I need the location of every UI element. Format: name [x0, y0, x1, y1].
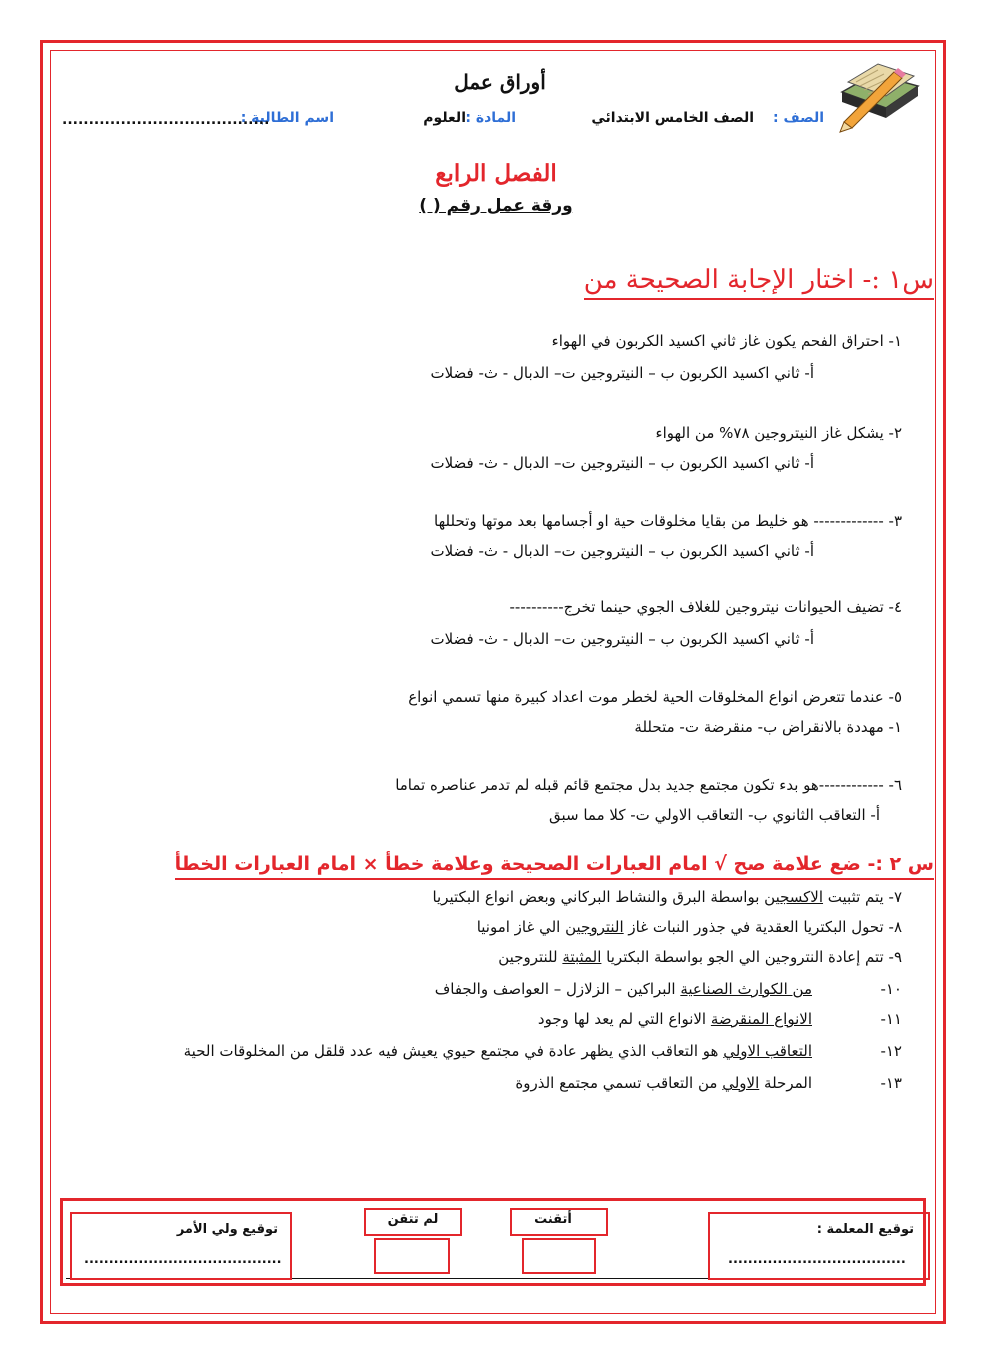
q1-options-5: ١- مهددة بالانقراض ب- منقرضة ت- متحللة: [634, 718, 902, 736]
q2-item-12-underlined: التعاقب الاولي: [723, 1042, 812, 1060]
q1-options-2: أ- ثاني اكسيد الكربون ب – النيتروجين ت– الدبال - ث- فضلات: [430, 454, 814, 472]
q1-item-3: ٣- ------------- هو خليط من بقايا مخلوقات حية او أجسامها بعد موتها وتحللها: [434, 512, 902, 530]
q2-item-8-pre: تحول البكتريا العقدية في جذور النبات غاز: [623, 918, 884, 936]
q1-heading: س١ :- اختار الإجابة الصحيحة من: [584, 262, 934, 300]
parent-signature-field[interactable]: ........................................: [84, 1252, 282, 1267]
q2-item-11: [538, 1010, 812, 1028]
q2-heading: س ٢ :- ضع علامة صح √ امام العبارات الصحيحة وعلامة خطأ × امام العبارات الخطأ: [175, 850, 934, 880]
subject-label: المادة :: [465, 110, 516, 126]
q1-options-1: أ- ثاني اكسيد الكربون ب – النيتروجين ت– الدبال - ث- فضلات: [430, 364, 814, 382]
chapter-title: الفصل الرابع: [435, 160, 557, 187]
q1-item-4: ٤- تضيف الحيوانات نيتروجين للغلاف الجوي حينما تخرج----------: [509, 598, 902, 616]
subject-value: العلوم: [423, 110, 466, 126]
q1-item-6: ٦- ------------هو بدء تكون مجتمع جديد بدل مجتمع قائم قبله لم تدمر عناصره تماما: [395, 776, 902, 794]
worksheet-title: أوراق عمل: [454, 70, 546, 94]
sheet-number: ورقة عمل رقم ( ): [419, 196, 573, 216]
q1-options-3: أ- ثاني اكسيد الكربون ب – النيتروجين ت– الدبال - ث- فضلات: [430, 542, 814, 560]
mastered-checkbox[interactable]: [522, 1238, 596, 1274]
q2-item-12: [184, 1042, 812, 1060]
student-name-label: اسم الطالبة :: [240, 110, 334, 126]
q2-item-8-post: الي غاز امونيا: [476, 918, 566, 936]
grade-label: الصف :: [773, 110, 824, 126]
q2-item-9-pre: تتم إعادة النتروجين الي الجو بواسطة البكتريا: [601, 948, 884, 966]
q2-item-13-num: ١٣-: [880, 1074, 902, 1092]
q1-options-6: أ- التعاقب الثانوي ب- التعاقب الاولي ت- كلا مما سبق: [548, 806, 880, 824]
q2-item-7-underlined: الاكسجين: [764, 888, 824, 906]
q1-options-4: أ- ثاني اكسيد الكربون ب – النيتروجين ت– الدبال - ث- فضلات: [430, 630, 814, 648]
q2-item-8: [477, 918, 902, 936]
book-pencil-icon: [834, 52, 924, 134]
q2-item-7: [432, 888, 902, 906]
q2-item-7-num: ٧-: [888, 888, 902, 906]
teacher-signature-label: توقيع المعلمة :: [816, 1222, 914, 1237]
q2-item-13: [515, 1074, 812, 1092]
q2-item-10-underlined: من الكوارث الصناعية: [680, 980, 812, 998]
q2-item-11-num: ١١-: [880, 1010, 902, 1028]
q2-item-9-post: للنتروجين: [498, 948, 563, 966]
q1-item-1: ١- احتراق الفحم يكون غاز ثاني اكسيد الكربون في الهواء: [551, 332, 902, 350]
q2-item-11-post: الانواع التي لم يعد لها وجود: [537, 1010, 711, 1028]
not-mastered-checkbox[interactable]: [374, 1238, 450, 1274]
q2-item-10-num: ١٠-: [880, 980, 902, 998]
q2-item-7-post: بواسطة البرق والنشاط البركاني وبعض انواع البكتيريا: [432, 888, 765, 906]
q1-item-5: ٥- عندما تتعرض انواع المخلوقات الحية لخطر موت اعداد كبيرة منها تسمي انواع: [408, 688, 902, 706]
mastered-label: أتقنت: [534, 1212, 572, 1227]
parent-signature-label: توقيع ولي الأمر: [176, 1222, 278, 1237]
grade-value: الصف الخامس الابتدائي: [591, 110, 754, 126]
q2-item-11-underlined: الانواع المنقرضة: [710, 1010, 812, 1028]
q2-item-10-post: البراكين – الزلازل – العواصف والجفاف: [434, 980, 681, 998]
q2-item-13-post: من التعاقب تسمي مجتمع الذروة: [515, 1074, 723, 1092]
q2-item-8-num: ٨-: [888, 918, 902, 936]
q2-item-8-underlined: النتروجين: [565, 918, 624, 936]
q2-item-7-pre: يتم تثبيت: [823, 888, 884, 906]
q2-item-10: [435, 980, 812, 998]
q1-item-2: ٢- يشكل غاز النيتروجين ٧٨% من الهواء: [655, 424, 902, 442]
q2-item-13-pre: المرحلة: [759, 1074, 812, 1092]
q2-item-12-num: ١٢-: [880, 1042, 902, 1060]
student-name-field[interactable]: .......................................: [62, 112, 270, 128]
page-border-inner: [50, 50, 936, 1314]
q2-item-12-post: هو التعاقب الذي يظهر عادة في مجتمع حيوي يعيش فيه عدد قلقل من المخلوقات الحية: [183, 1042, 724, 1060]
not-mastered-label: لم تتقن: [387, 1212, 439, 1227]
q2-item-9-underlined: المثبتة: [562, 948, 602, 966]
q2-item-9: [498, 948, 902, 966]
teacher-signature-field[interactable]: ....................................: [728, 1252, 906, 1267]
q2-item-9-num: ٩-: [888, 948, 902, 966]
q2-item-13-underlined: الاولي: [722, 1074, 760, 1092]
